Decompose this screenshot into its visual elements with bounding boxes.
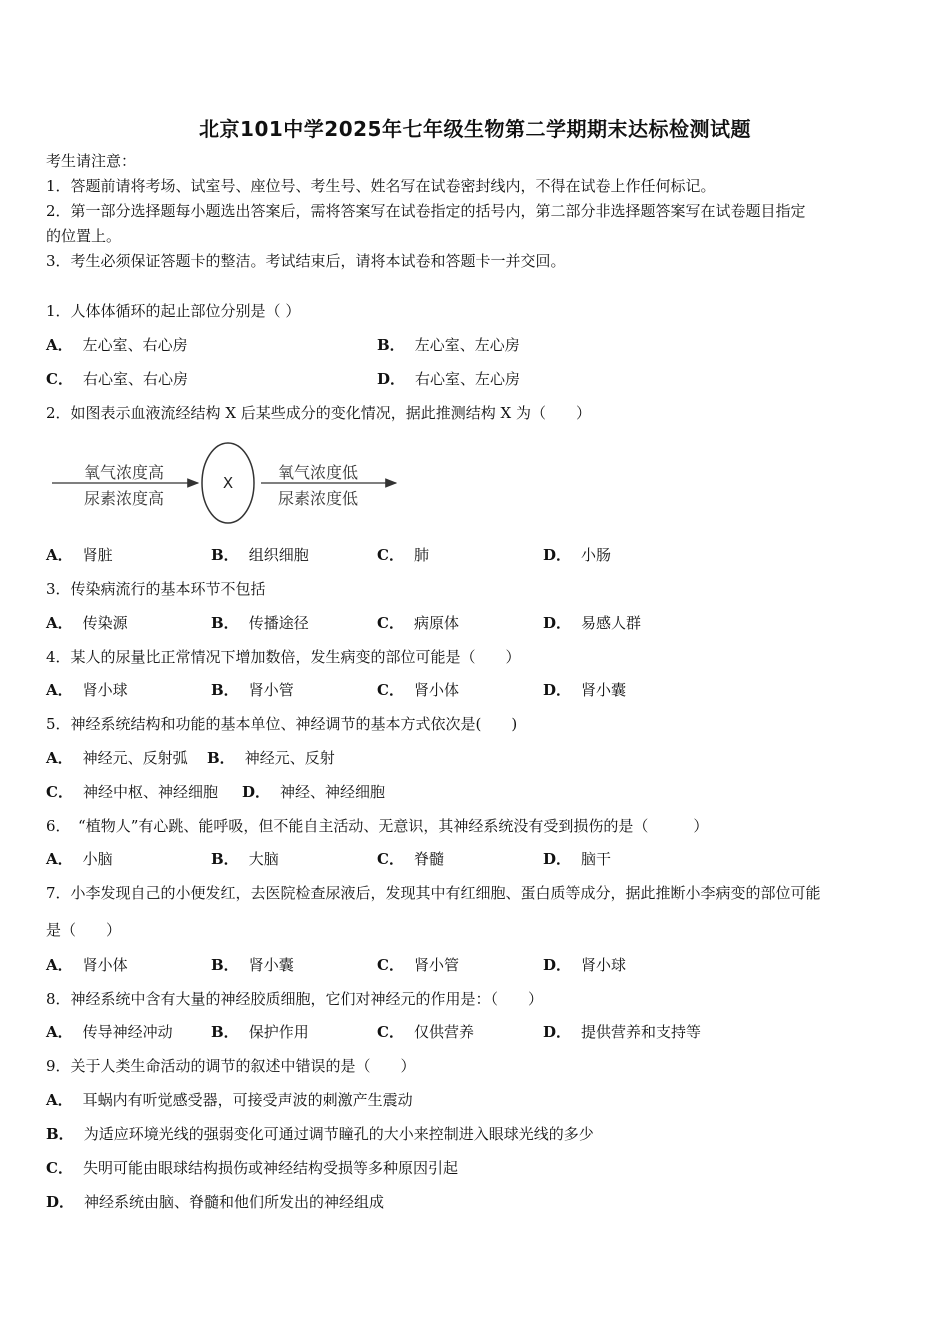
q9-option-b[interactable]: B． 为适应环境光线的强弱变化可通过调节瞳孔的大小来控制进入眼球光线的多少 — [46, 1125, 594, 1143]
structure-x-label: X — [222, 474, 234, 492]
q6-option-b[interactable]: B． 大脑 — [211, 850, 279, 868]
left-bottom-label: 尿素浓度高 — [83, 489, 165, 508]
q2-option-a[interactable]: A． 肾脏 — [46, 546, 113, 564]
q1-option-b[interactable]: B． 左心室、左心房 — [377, 336, 520, 354]
q4-option-d[interactable]: D． 肾小囊 — [543, 681, 627, 699]
question-2-stem: 2．如图表示血液流经结构 X 后某些成分的变化情况，据此推测结构 X 为（ ） — [46, 404, 591, 422]
question-7-stem: 7．小李发现自己的小便发红，去医院检查尿液后，发现其中有红细胞、蛋白质等成分，据此推断小李病变的部位可能 — [46, 884, 821, 902]
q4-option-c[interactable]: C． 肾小体 — [377, 681, 459, 699]
page-title: 北京101中学2025年七年级生物第二学期期末达标检测试题 — [199, 117, 751, 141]
question-5-stem: 5．神经系统结构和功能的基本单位、神经调节的基本方式依次是( ) — [46, 715, 518, 733]
blood-flow-diagram — [46, 440, 406, 535]
question-4-stem: 4．某人的尿量比正常情况下增加数倍，发生病变的部位可能是（ ） — [46, 648, 521, 666]
right-bottom-label: 尿素浓度低 — [277, 489, 359, 508]
question-3-stem: 3．传染病流行的基本环节不包括 — [46, 580, 266, 598]
q5-option-b[interactable]: B． 神经元、反射 — [207, 749, 335, 767]
q5-option-a[interactable]: A． 神经元、反射弧 — [46, 749, 188, 767]
q2-option-d[interactable]: D． 小肠 — [543, 546, 612, 564]
notice-item: 1．答题前请将考场、试室号、座位号、考生号、姓名写在试卷密封线内，不得在试卷上作任何标记。 — [46, 177, 716, 195]
left-top-label: 氧气浓度高 — [83, 463, 165, 482]
q7-option-b[interactable]: B． 肾小囊 — [211, 956, 294, 974]
q1-option-a[interactable]: A． 左心室、右心房 — [46, 336, 188, 354]
q6-option-a[interactable]: A． 小脑 — [46, 850, 113, 868]
notice-item: 2．第一部分选择题每小题选出答案后，需将答案写在试卷指定的括号内，第二部分非选择题答案写在试卷题目指定 — [46, 202, 806, 220]
q8-option-b[interactable]: B． 保护作用 — [211, 1023, 309, 1041]
q9-option-a[interactable]: A． 耳蜗内有听觉感受器，可接受声波的刺激产生震动 — [46, 1091, 413, 1109]
question-9-stem: 9．关于人类生命活动的调节的叙述中错误的是（ ） — [46, 1057, 416, 1075]
q5-option-c[interactable]: C． 神经中枢、神经细胞 — [46, 783, 218, 801]
question-7-stem-cont: 是（ ） — [46, 921, 122, 939]
q8-option-a[interactable]: A． 传导神经冲动 — [46, 1023, 173, 1041]
q9-option-d[interactable]: D． 神经系统由脑、脊髓和他们所发出的神经组成 — [46, 1193, 385, 1211]
q2-option-b[interactable]: B． 组织细胞 — [211, 546, 309, 564]
q7-option-d[interactable]: D． 肾小球 — [543, 956, 627, 974]
q2-option-c[interactable]: C． 肺 — [377, 546, 429, 564]
notice-item: 3．考生必须保证答题卡的整洁。考试结束后，请将本试卷和答题卡一并交回。 — [46, 252, 566, 270]
q9-option-c[interactable]: C． 失明可能由眼球结构损伤或神经结构受损等多种原因引起 — [46, 1159, 458, 1177]
q6-option-d[interactable]: D． 脑干 — [543, 850, 612, 868]
notice-heading: 考生请注意： — [46, 152, 137, 170]
q6-option-c[interactable]: C． 脊髓 — [377, 850, 444, 868]
notice-item: 的位置上。 — [46, 227, 122, 245]
q7-option-a[interactable]: A． 肾小体 — [46, 956, 128, 974]
question-6-stem: 6． “植物人”有心跳、能呼吸，但不能自主活动、无意识，其神经系统没有受到损伤的是（ ） — [46, 817, 709, 835]
q5-option-d[interactable]: D． 神经、神经细胞 — [242, 783, 386, 801]
q3-option-c[interactable]: C． 病原体 — [377, 614, 459, 632]
right-top-label: 氧气浓度低 — [277, 463, 359, 482]
q3-option-b[interactable]: B． 传播途径 — [211, 614, 309, 632]
question-1-stem: 1．人体体循环的起止部位分别是（ ） — [46, 302, 301, 320]
q4-option-a[interactable]: A． 肾小球 — [46, 681, 128, 699]
question-8-stem: 8．神经系统中含有大量的神经胶质细胞，它们对神经元的作用是：（ ） — [46, 990, 544, 1008]
q4-option-b[interactable]: B． 肾小管 — [211, 681, 294, 699]
q3-option-d[interactable]: D． 易感人群 — [543, 614, 642, 632]
q1-option-c[interactable]: C． 右心室、右心房 — [46, 370, 188, 388]
q8-option-d[interactable]: D． 提供营养和支持等 — [543, 1023, 702, 1041]
q7-option-c[interactable]: C． 肾小管 — [377, 956, 459, 974]
q8-option-c[interactable]: C． 仅供营养 — [377, 1023, 474, 1041]
q3-option-a[interactable]: A． 传染源 — [46, 614, 128, 632]
q1-option-d[interactable]: D． 右心室、左心房 — [377, 370, 521, 388]
